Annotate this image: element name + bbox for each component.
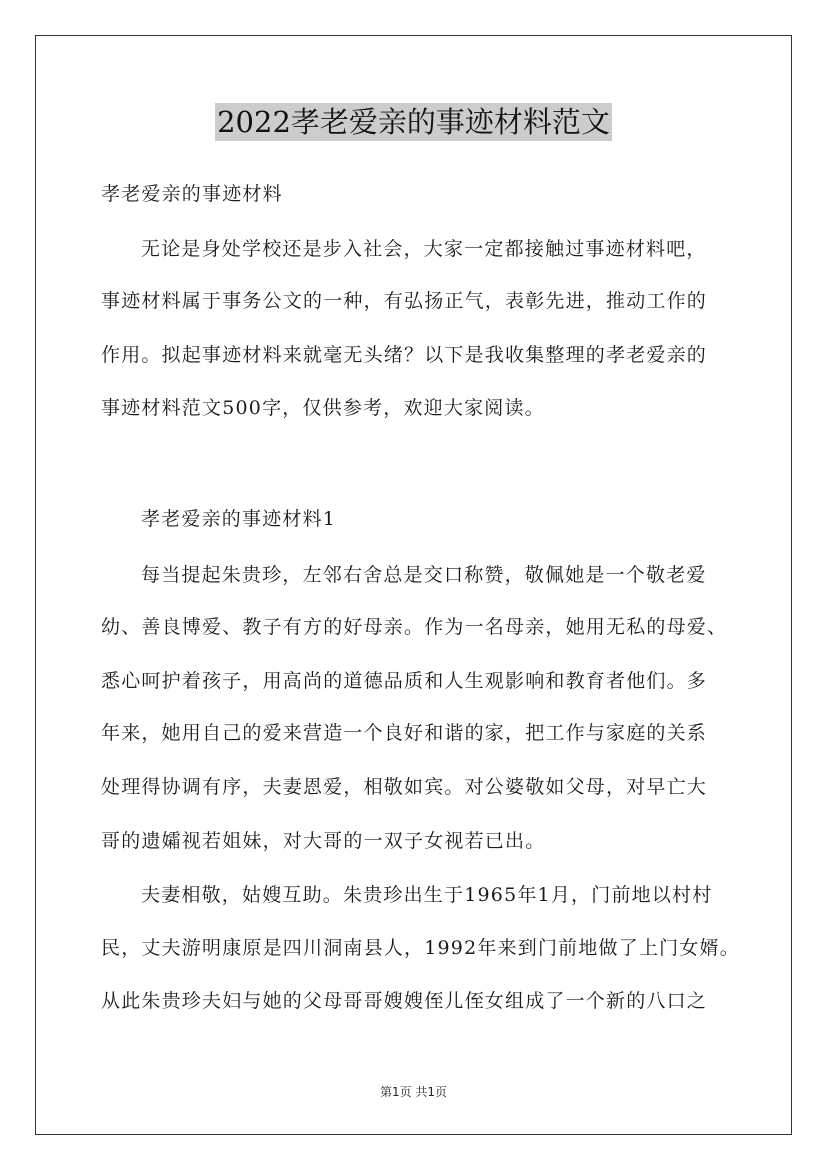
paragraph-line: 每当提起朱贵珍，左邻右舍总是交口称赞，敬佩她是一个敬老爱	[141, 564, 707, 586]
paragraph-line: 从此朱贵珍夫妇与她的父母哥哥嫂嫂侄儿侄女组成了一个新的八口之	[101, 990, 708, 1012]
paragraph-line: 年来，她用自己的爱来营造一个良好和谐的家，把工作与家庭的关系	[101, 722, 708, 744]
section-heading: 孝老爱亲的事迹材料	[101, 183, 283, 205]
paragraph-line: 事迹材料属于事务公文的一种，有弘扬正气，表彰先进，推动工作的	[101, 290, 708, 312]
title-container	[0, 103, 827, 141]
paragraph-line: 无论是身处学校还是步入社会，大家一定都接触过事迹材料吧，	[141, 238, 707, 260]
paragraph-line: 哥的遗孀视若姐妹，对大哥的一双子女视若已出。	[101, 830, 546, 852]
document-title: 2022孝老爱亲的事迹材料范文	[217, 105, 610, 139]
subsection-heading: 孝老爱亲的事迹材料1	[141, 508, 337, 530]
paragraph-line: 幼、善良博爱、教子有方的好母亲。作为一名母亲，她用无私的母爱、	[101, 616, 728, 638]
paragraph-line: 民，丈夫游明康原是四川洞南县人，1992年来到门前地做了上门女婿。	[101, 937, 740, 959]
paragraph-line: 作用。拟起事迹材料来就毫无头绪？以下是我收集整理的孝老爱亲的	[101, 344, 708, 366]
paragraph-line: 悉心呵护着孩子，用高尚的道德品质和人生观影响和教育者他们。多	[101, 670, 708, 692]
paragraph-line: 处理得协调有序，夫妻恩爱，相敬如宾。对公婆敬如父母，对早亡大	[101, 776, 708, 798]
page-footer: 第1页 共1页	[379, 1085, 448, 1099]
paragraph-line: 夫妻相敬，姑嫂互助。朱贵珍出生于1965年1月，门前地以村村	[141, 884, 713, 906]
paragraph-line: 事迹材料范文500字，仅供参考，欢迎大家阅读。	[101, 397, 545, 419]
